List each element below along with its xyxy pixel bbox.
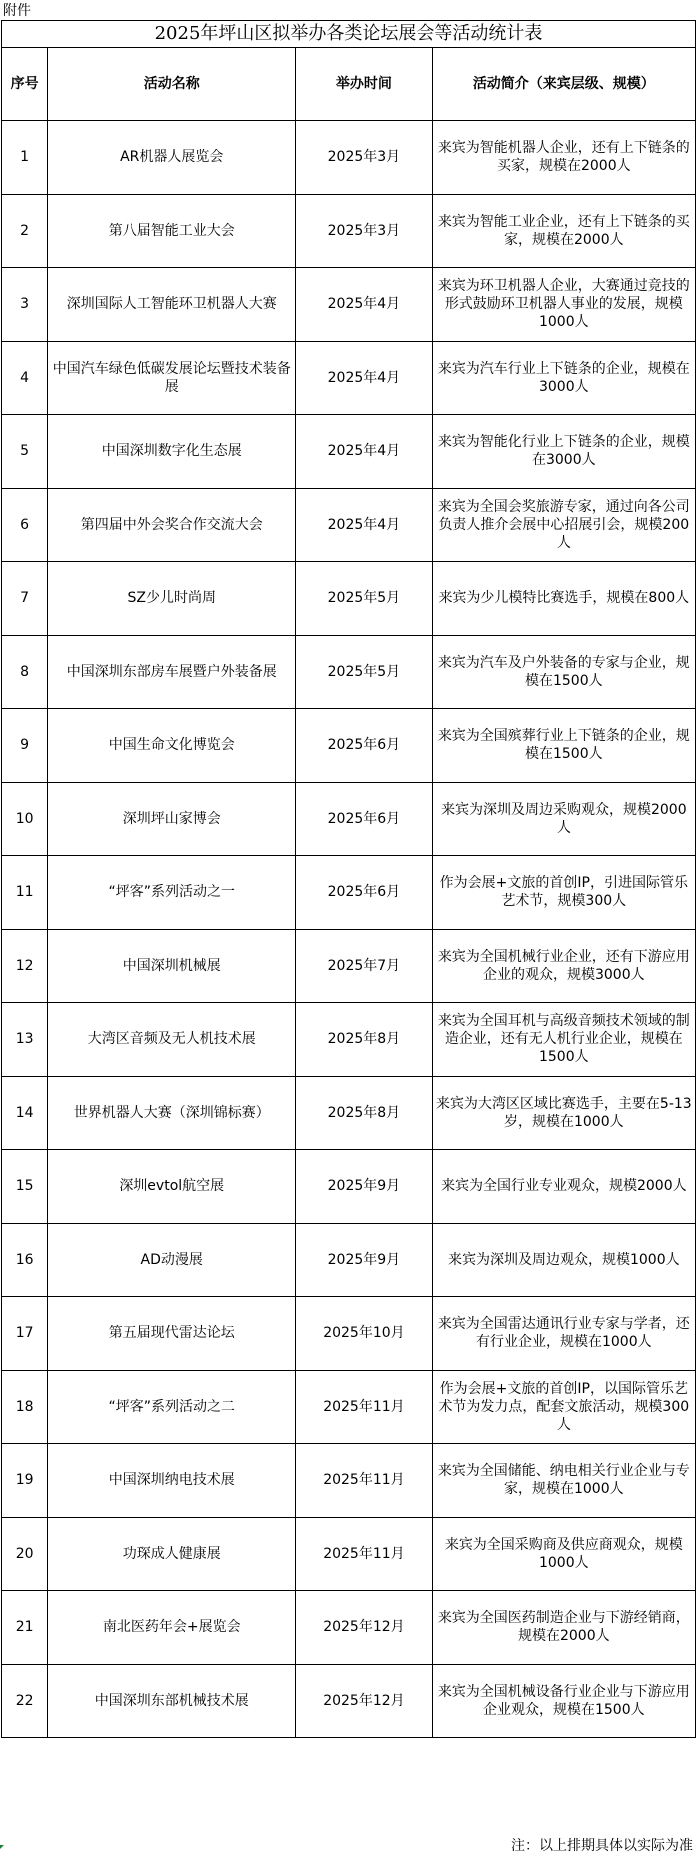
cell-name: “坪客”系列活动之二	[48, 1370, 296, 1444]
cell-intro: 来宾为深圳及周边观众，规模1000人	[432, 1223, 695, 1297]
cell-name: 中国深圳东部房车展暨户外装备展	[48, 635, 296, 709]
table-row	[2, 488, 696, 562]
cell-time: 2025年11月	[296, 1370, 432, 1444]
cell-time: 2025年9月	[296, 1223, 432, 1297]
cell-time: 2025年5月	[296, 635, 432, 709]
column-header-no: 序号	[2, 48, 48, 121]
table-row	[2, 415, 696, 489]
cell-time: 2025年11月	[296, 1444, 432, 1518]
table-row	[2, 856, 696, 930]
column-header-time: 举办时间	[296, 48, 432, 121]
cell-name: 中国生命文化博览会	[48, 709, 296, 783]
cell-intro: 来宾为智能工业企业，还有上下链条的买家，规模在2000人	[432, 194, 695, 268]
cell-no: 20	[2, 1517, 48, 1591]
cell-time: 2025年8月	[296, 1076, 432, 1150]
cell-name: 深圳evtol航空展	[48, 1150, 296, 1224]
table-row	[2, 709, 696, 783]
cell-intro: 来宾为全国机械设备行业企业与下游应用企业观众，规模在1500人	[432, 1664, 695, 1738]
column-header-intro: 活动简介（来宾层级、规模）	[432, 48, 695, 121]
cell-no: 3	[2, 268, 48, 342]
cell-intro: 作为会展+文旅的首创IP，以国际管乐艺术节为发力点，配套文旅活动，规模300人	[432, 1370, 695, 1444]
cell-no: 10	[2, 782, 48, 856]
table-row	[2, 1076, 696, 1150]
cell-intro: 来宾为全国耳机与高级音频技术领域的制造企业，还有无人机行业企业，规模在1500人	[432, 1003, 695, 1077]
cell-no: 5	[2, 415, 48, 489]
cell-name: 世界机器人大赛（深圳锦标赛）	[48, 1076, 296, 1150]
activity-table	[1, 20, 696, 1738]
cell-time: 2025年4月	[296, 268, 432, 342]
cell-name: 中国汽车绿色低碳发展论坛暨技术装备展	[48, 341, 296, 415]
cell-no: 2	[2, 194, 48, 268]
cell-name: 中国深圳纳电技术展	[48, 1444, 296, 1518]
table-row	[2, 1370, 696, 1444]
cell-no: 4	[2, 341, 48, 415]
cell-no: 18	[2, 1370, 48, 1444]
table-row	[2, 1223, 696, 1297]
cell-time: 2025年8月	[296, 1003, 432, 1077]
cell-intro: 来宾为汽车行业上下链条的企业，规模在3000人	[432, 341, 695, 415]
attachment-label: 附件	[3, 3, 31, 19]
cell-name: “坪客”系列活动之一	[48, 856, 296, 930]
cell-name: 第八届智能工业大会	[48, 194, 296, 268]
table-row	[2, 1664, 696, 1738]
table-row	[2, 1591, 696, 1665]
cell-time: 2025年7月	[296, 929, 432, 1003]
cell-no: 16	[2, 1223, 48, 1297]
cell-time: 2025年6月	[296, 709, 432, 783]
cell-time: 2025年3月	[296, 121, 432, 195]
table-row	[2, 929, 696, 1003]
cell-name: 中国深圳机械展	[48, 929, 296, 1003]
table-row	[2, 1150, 696, 1224]
cell-intro: 来宾为汽车及户外装备的专家与企业，规模在1500人	[432, 635, 695, 709]
cell-intro: 来宾为智能机器人企业，还有上下链条的买家，规模在2000人	[432, 121, 695, 195]
cell-name: AR机器人展览会	[48, 121, 296, 195]
cell-name: AD动漫展	[48, 1223, 296, 1297]
cell-time: 2025年6月	[296, 856, 432, 930]
cell-name: 深圳国际人工智能环卫机器人大赛	[48, 268, 296, 342]
cell-time: 2025年4月	[296, 488, 432, 562]
cell-no: 1	[2, 121, 48, 195]
table-row	[2, 121, 696, 195]
cell-no: 11	[2, 856, 48, 930]
table-row	[2, 562, 696, 636]
table-row	[2, 635, 696, 709]
table-row	[2, 1517, 696, 1591]
cell-intro: 来宾为深圳及周边采购观众，规模2000人	[432, 782, 695, 856]
cell-no: 17	[2, 1297, 48, 1371]
cell-time: 2025年12月	[296, 1591, 432, 1665]
cell-no: 22	[2, 1664, 48, 1738]
cell-name: 大湾区音频及无人机技术展	[48, 1003, 296, 1077]
cell-time: 2025年5月	[296, 562, 432, 636]
cell-no: 13	[2, 1003, 48, 1077]
cell-name: 功琛成人健康展	[48, 1517, 296, 1591]
table-row	[2, 1297, 696, 1371]
cell-intro: 来宾为环卫机器人企业，大赛通过竞技的形式鼓励环卫机器人事业的发展，规模1000人	[432, 268, 695, 342]
cell-intro: 来宾为全国行业专业观众，规模2000人	[432, 1150, 695, 1224]
cell-name: 第五届现代雷达论坛	[48, 1297, 296, 1371]
cell-intro: 来宾为智能化行业上下链条的企业，规模在3000人	[432, 415, 695, 489]
cell-no: 9	[2, 709, 48, 783]
cell-intro: 来宾为全国雷达通讯行业专家与学者，还有行业企业，规模在1000人	[432, 1297, 695, 1371]
cell-time: 2025年6月	[296, 782, 432, 856]
cell-intro: 来宾为全国机械行业企业，还有下游应用企业的观众，规模3000人	[432, 929, 695, 1003]
cell-no: 7	[2, 562, 48, 636]
cell-intro: 来宾为大湾区区域比赛选手，主要在5-13岁，规模在1000人	[432, 1076, 695, 1150]
cell-intro: 来宾为全国医药制造企业与下游经销商，规模在2000人	[432, 1591, 695, 1665]
cell-no: 8	[2, 635, 48, 709]
cell-name: 中国深圳东部机械技术展	[48, 1664, 296, 1738]
cell-intro: 作为会展+文旅的首创IP，引进国际管乐艺术节，规模300人	[432, 856, 695, 930]
cell-name: 第四届中外会奖合作交流大会	[48, 488, 296, 562]
cell-corner-marker	[0, 1845, 4, 1849]
table-row	[2, 268, 696, 342]
cell-time: 2025年9月	[296, 1150, 432, 1224]
cell-intro: 来宾为全国采购商及供应商观众，规模1000人	[432, 1517, 695, 1591]
cell-name: 中国深圳数字化生态展	[48, 415, 296, 489]
table-title: 2025年坪山区拟举办各类论坛展会等活动统计表	[2, 21, 696, 48]
cell-time: 2025年10月	[296, 1297, 432, 1371]
cell-no: 12	[2, 929, 48, 1003]
cell-no: 19	[2, 1444, 48, 1518]
table-row	[2, 194, 696, 268]
column-header-name: 活动名称	[48, 48, 296, 121]
cell-no: 21	[2, 1591, 48, 1665]
cell-intro: 来宾为少儿模特比赛选手，规模在800人	[432, 562, 695, 636]
table-row	[2, 1003, 696, 1077]
cell-name: SZ少儿时尚周	[48, 562, 296, 636]
cell-intro: 来宾为全国储能、纳电相关行业企业与专家，规模在1000人	[432, 1444, 695, 1518]
cell-no: 6	[2, 488, 48, 562]
cell-time: 2025年3月	[296, 194, 432, 268]
cell-time: 2025年4月	[296, 341, 432, 415]
cell-intro: 来宾为全国会奖旅游专家，通过向各公司负责人推介会展中心招展引会，规模200人	[432, 488, 695, 562]
table-row	[2, 782, 696, 856]
table-row	[2, 1444, 696, 1518]
table-row	[2, 341, 696, 415]
cell-time: 2025年12月	[296, 1664, 432, 1738]
cell-no: 15	[2, 1150, 48, 1224]
cell-no: 14	[2, 1076, 48, 1150]
footnote: 注：以上排期具体以实际为准	[511, 1838, 693, 1854]
cell-time: 2025年11月	[296, 1517, 432, 1591]
cell-time: 2025年4月	[296, 415, 432, 489]
cell-name: 深圳坪山家博会	[48, 782, 296, 856]
cell-intro: 来宾为全国殡葬行业上下链条的企业，规模在1500人	[432, 709, 695, 783]
cell-name: 南北医药年会+展览会	[48, 1591, 296, 1665]
